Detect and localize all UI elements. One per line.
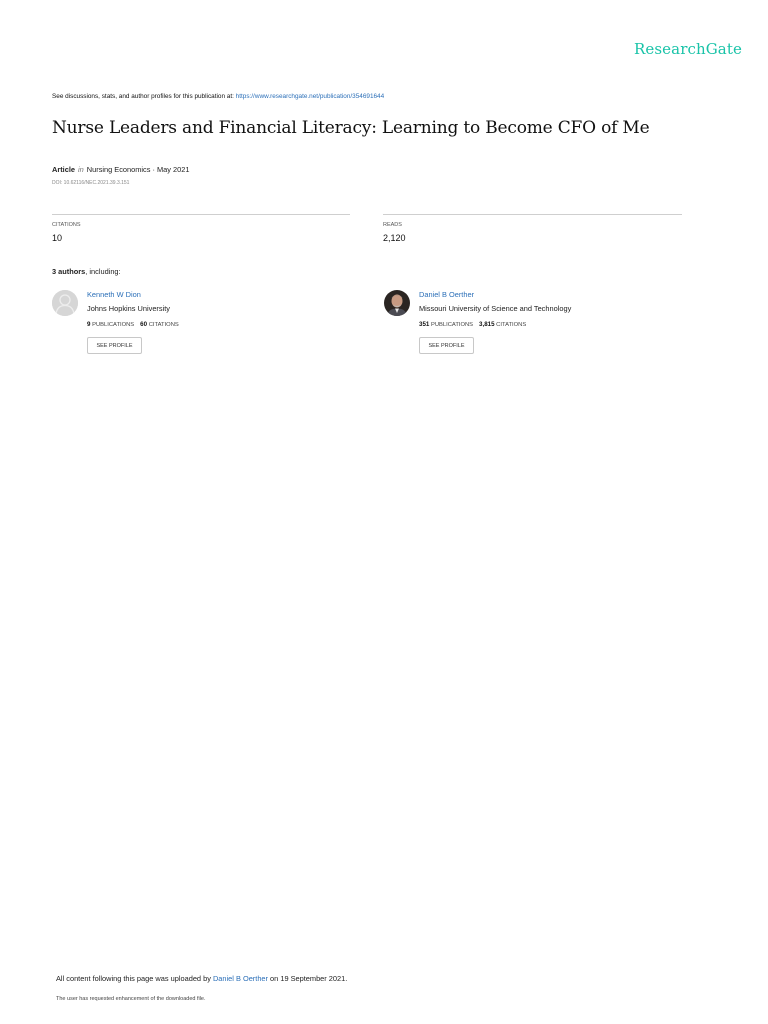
article-info	[52, 165, 190, 174]
citations-count: 3,815	[479, 321, 495, 328]
author-institution: Missouri University of Science and Technology	[419, 304, 572, 313]
publication-date: · May 2021	[152, 165, 190, 174]
profile-photo[interactable]	[384, 290, 410, 316]
upload-note	[56, 974, 347, 983]
reads-label: READS	[383, 222, 402, 228]
enhancement-note: The user has requested enhancement of the downloaded file.	[56, 996, 206, 1002]
publications-count: 9	[87, 321, 91, 328]
citations-label: CITATIONS	[52, 222, 81, 228]
see-discussions-line	[52, 93, 384, 100]
citations-divider	[52, 214, 350, 215]
see-profile-button[interactable]: SEE PROFILE	[87, 337, 142, 354]
upload-prefix: All content following this page was uploaded by	[56, 974, 213, 983]
citations-count: 60	[140, 321, 148, 328]
doi: DOI: 10.62116/NEC.2021.39.3.151	[52, 180, 130, 186]
publications-count: 351	[419, 321, 430, 328]
portrait-image	[384, 290, 410, 316]
author-institution: Johns Hopkins University	[87, 304, 170, 313]
author-name-link[interactable]: Kenneth W Dion	[87, 290, 141, 299]
person-silhouette-icon	[52, 290, 78, 316]
publication-title: Nurse Leaders and Financial Literacy: Learning to Become CFO of Me	[52, 118, 650, 138]
article-in: in	[78, 165, 84, 174]
upload-date: on 19 September 2021.	[268, 974, 348, 983]
publications-label: PUBLICATIONS	[430, 322, 474, 328]
see-discussions-text: See discussions, stats, and author profiles for this publication at:	[52, 93, 236, 100]
author-name-link[interactable]: Daniel B Oerther	[419, 290, 475, 299]
researchgate-logo[interactable]: ResearchGate	[634, 40, 742, 58]
reads-divider	[383, 214, 682, 215]
publication-link[interactable]: https://www.researchgate.net/publication/354691644	[235, 93, 385, 100]
journal-name: Nursing Economics	[86, 165, 151, 174]
author-stats	[419, 321, 526, 328]
authors-including: , including:	[85, 267, 121, 276]
author-stats	[87, 321, 179, 328]
authors-heading	[52, 267, 121, 276]
reads-value: 2,120	[383, 233, 406, 243]
see-profile-button[interactable]: SEE PROFILE	[419, 337, 474, 354]
citations-value: 10	[52, 233, 63, 243]
publications-label: PUBLICATIONS	[92, 322, 135, 328]
default-avatar-icon[interactable]	[52, 290, 78, 316]
author-citations-label: CITATIONS	[496, 322, 527, 328]
author-citations-label: CITATIONS	[148, 322, 179, 328]
authors-count: 3 authors	[52, 267, 86, 276]
uploader-link[interactable]: Daniel B Oerther	[212, 974, 268, 983]
article-type: Article	[52, 165, 76, 174]
